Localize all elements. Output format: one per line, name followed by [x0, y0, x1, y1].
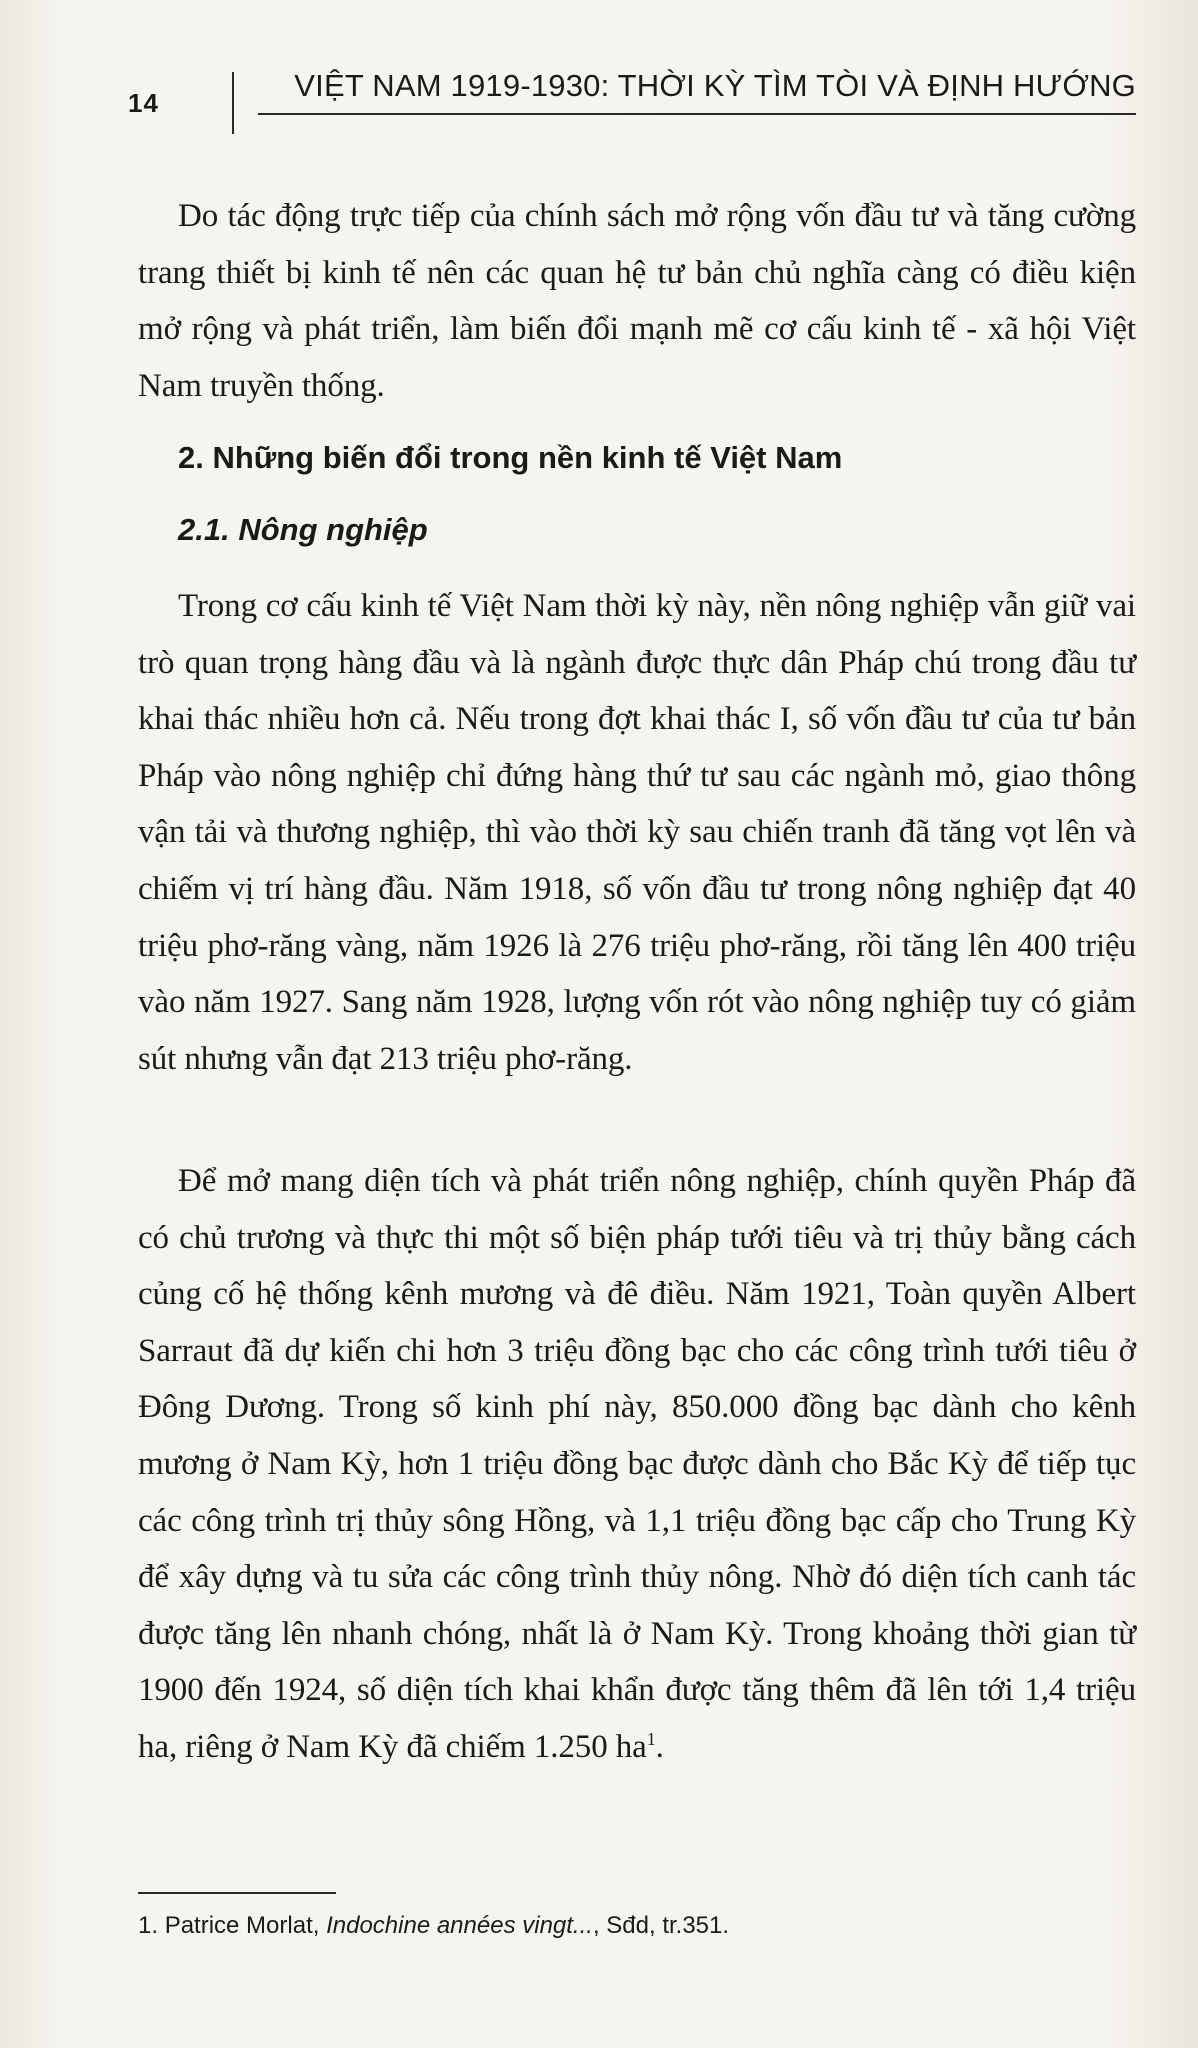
- footnote: [138, 1912, 729, 1940]
- footnote-rest: , Sđd, tr.351.: [592, 1912, 730, 1939]
- paragraph-text: Trong cơ cấu kinh tế Việt Nam thời kỳ này, nền nông nghiệp vẫn giữ vai trò quan trọng hàng đầu và là ngành được thực dân Pháp chú trong đầu tư khai thác nhiều hơn cả. Nếu trong đợt khai thác I, số vốn đầu tư của tư bản Pháp vào nông nghiệp chỉ đứng hàng thứ tư sau các ngành mỏ, giao thông vận tải và thương nghiệp, thì vào thời kỳ sau chiến tranh đã tăng vọt lên và chiếm vị trí hàng đầu. Năm 1918, số vốn đầu tư trong nông nghiệp đạt 40 triệu phơ-răng vàng, năm 1926 là 276 triệu phơ-răng, rồi tăng lên 400 triệu vào năm 1927. Sang năm 1928, lượng vốn rót vào nông nghiệp tuy có giảm sút nhưng vẫn đạt 213 triệu phơ-răng.: [138, 588, 1136, 1077]
- header-divider-vertical: [232, 72, 234, 134]
- footnote-author: Patrice Morlat,: [164, 1912, 320, 1939]
- paragraph-text: Do tác động trực tiếp của chính sách mở rộng vốn đầu tư và tăng cường trang thiết bị kinh tế nên các quan hệ tư bản chủ nghĩa càng có điều kiện mở rộng và phát triển, làm biến đổi mạnh mẽ cơ cấu kinh tế - xã hội Việt Nam truyền thống.: [138, 198, 1136, 404]
- paragraph-agriculture: [138, 578, 1136, 1087]
- paragraph-end: .: [655, 1728, 664, 1765]
- footnote-title: Indochine années vingt...: [326, 1912, 593, 1939]
- paragraph-text: [138, 1153, 1136, 1776]
- subsection-heading: 2.1. Nông nghiệp: [178, 512, 428, 547]
- header-rule: [258, 113, 1136, 115]
- page-number: 14: [128, 88, 159, 118]
- paragraph-irrigation: [138, 1153, 1136, 1776]
- running-title: VIỆT NAM 1919-1930: THỜI KỲ TÌM TÒI VÀ ĐỊNH HƯỚNG: [294, 68, 1136, 103]
- section-heading: 2. Những biến đổi trong nền kinh tế Việt Nam: [178, 440, 843, 475]
- footnote-marker: 1: [646, 1728, 656, 1749]
- paragraph-body: Để mở mang diện tích và phát triển nông nghiệp, chính quyền Pháp đã có chủ trương và thực thi một số biện pháp tưới tiêu và trị thủy bằng cách củng cố hệ thống kênh mương và đê điều. Năm 1921, Toàn quyền Albert Sarraut đã dự kiến chi hơn 3 triệu đồng bạc cho các công trình tưới tiêu ở Đông Dương. Trong số kinh phí này, 850.000 đồng bạc dành cho kênh mương ở Nam Kỳ, hơn 1 triệu đồng bạc được dành cho Bắc Kỳ để tiếp tục các công trình trị thủy sông Hồng, và 1,1 triệu đồng bạc cấp cho Trung Kỳ để xây dựng và tu sửa các công trình thủy nông. Nhờ đó diện tích canh tác được tăng lên nhanh chóng, nhất là ở Nam Kỳ. Trong khoảng thời gian từ 1900 đến 1924, số diện tích khai khẩn được tăng thêm đã lên tới 1,4 triệu ha, riêng ở Nam Kỳ đã chiếm 1.250 ha: [138, 1163, 1136, 1765]
- footnote-rule: [138, 1892, 336, 1894]
- paragraph-intro: [138, 188, 1136, 414]
- footnote-number: 1.: [138, 1912, 159, 1939]
